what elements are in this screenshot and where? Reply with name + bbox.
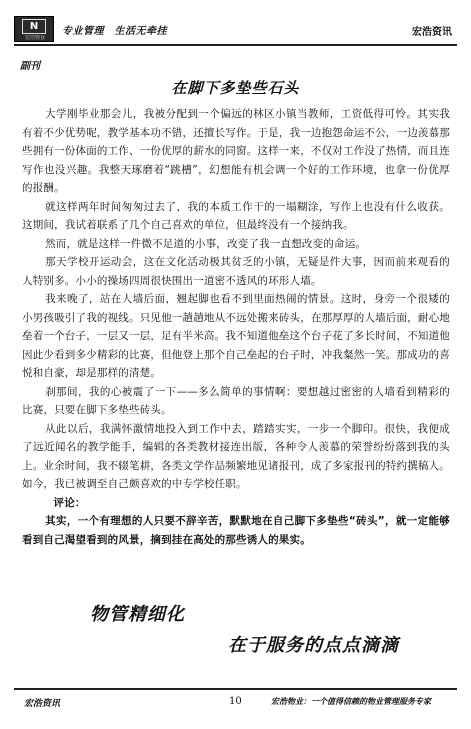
section-tag: 副刊 (20, 61, 40, 72)
promo-heading: 物管精细化 (90, 604, 185, 625)
article-paragraph: 大学刚毕业那会儿，我被分配到一个偏远的林区小镇当教师，工资低得可怜。其实我有着不少优势呢，教学基本功不错，还擅长写作。于是，我一边抱怨命运不公，一边羡慕那些拥有一份体面的工作、一份优厚的薪水的同窗。这样一来，不仅对工作没了热情，而且连写作也没兴趣。我整天琢磨着“跳槽”，幻想能有机会调一个好的工作环境，也拿一份优厚的报酬。 (22, 108, 450, 194)
header-slogan: 专业管理 生活无牵挂 (62, 26, 167, 37)
logo-caption: 宏浩物业 (24, 35, 45, 41)
logo-monogram: N (22, 19, 46, 34)
footer-rule (14, 688, 457, 690)
page-header (14, 16, 456, 42)
header-rule (14, 44, 457, 46)
page-number: 10 (229, 696, 242, 707)
company-logo (14, 16, 54, 42)
journal-name: 宏浩资讯 (412, 27, 452, 38)
article-paragraph: 就这样两年时间匆匆过去了，我的本质工作干的一塌糊涂，写作上也没有什么收获。这期间，我试着联系了几个自己喜欢的单位，但最终没有一个接纳我。 (22, 200, 450, 231)
article-paragraph: 那天学校开运动会，这在文化活动极其贫乏的小镇，无疑是件大事，因而前来观看的人特别多。小小的操场四周很快围出一道密不透风的环形人墙。 (22, 256, 450, 287)
footer-journal-name: 宏浩资讯 (24, 699, 61, 709)
article-body (22, 105, 450, 549)
article-paragraph: 然而，就是这样一件微不足道的小事，改变了我一直想改变的命运。 (45, 237, 367, 250)
article-paragraph: 我来晚了，站在人墙后面，翘起脚也看不到里面热闹的情景。这时，身旁一个很矮的小男孩吸引了我的视线。只见他一趟趟地从不远处搬来砖头，在那厚厚的人墙后面，耐心地垒着一个台子，一层又一层，足有半米高。我不知道他垒这个台子花了多长时间，不知道他因此少看到多少精彩的比赛，但他登上那个自己垒起的台子时，冲我粲然一笑。那成功的喜悦和自豪，却是那样的清楚。 (22, 293, 450, 379)
comment-text: 其实，一个有理想的人只要不辞辛苦，默默地在自己脚下多垫些“砖头”，就一定能够看到自己渴望看到的风景，摘到挂在高处的那些诱人的果实。 (22, 515, 450, 546)
article-title: 在脚下多垫些石头 (171, 79, 300, 97)
footer-tagline: 宏浩物业：一个值得信赖的物业管理服务专家 (271, 697, 431, 706)
comment-label: 评论： (53, 496, 86, 509)
promo-subheading: 在于服务的点点滴滴 (228, 635, 399, 656)
article-paragraph: 刹那间，我的心被震了一下——多么简单的事情啊：要想越过密密的人墙看到精彩的比赛，只要在脚下多垫些砖头。 (22, 385, 450, 416)
article-paragraph: 从此以后，我满怀激情地投入到工作中去，踏踏实实，一步一个脚印。很快，我便成了远近闻名的教学能手，编辑的各类教材接连出版，各种令人羡慕的荣誉纷纷落到我的头上。业余时间，我不辍笔耕，各类文学作品频繁地见诸报刊，成了多家报刊的特约撰稿人。如今，我已被调至自己颇喜欢的中专学校任职。 (22, 422, 450, 490)
